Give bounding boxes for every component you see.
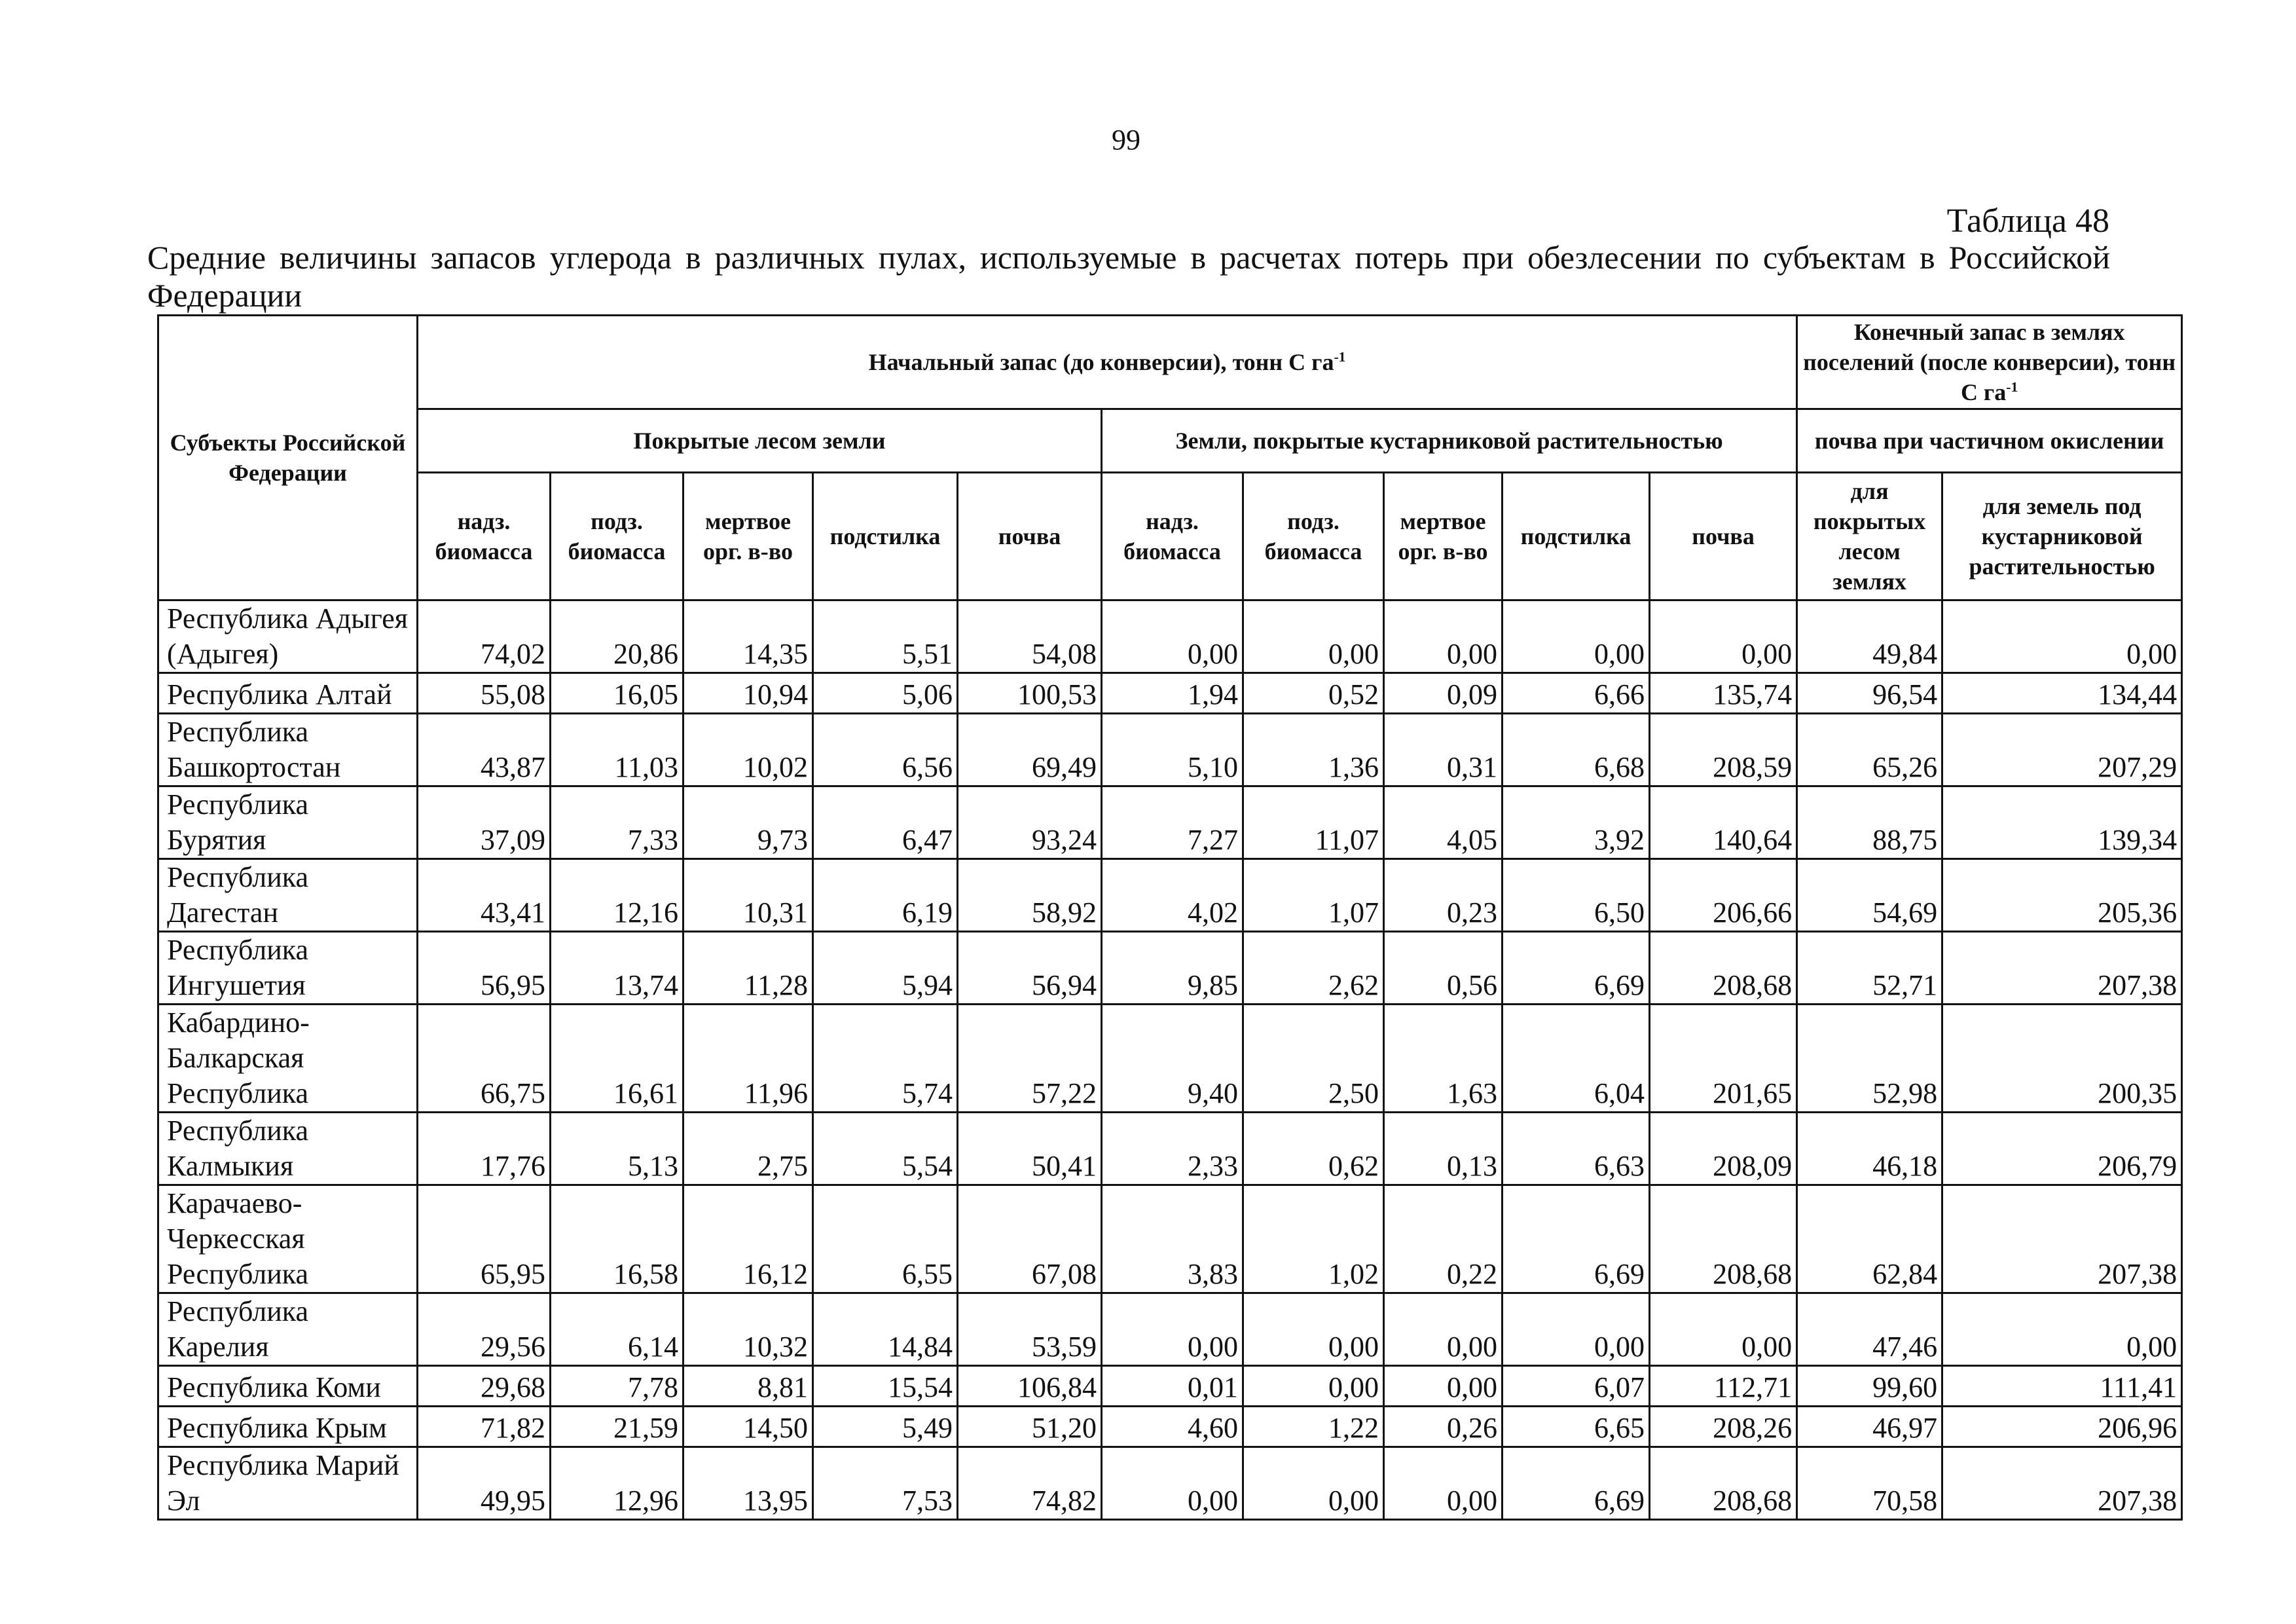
col-shrub-dead-organic: мертвое орг. в-во: [1384, 473, 1503, 600]
value-cell: 16,58: [551, 1185, 683, 1293]
col-soil-forest: для покрытых лесом землях: [1797, 473, 1942, 600]
value-cell: 1,02: [1243, 1185, 1384, 1293]
table-row: [158, 1293, 2182, 1366]
value-cell: 207,38: [1942, 1447, 2182, 1520]
value-cell: 0,00: [1503, 600, 1650, 673]
value-cell: 207,38: [1942, 932, 2182, 1005]
value-cell: 13,74: [551, 932, 683, 1005]
value-cell: 1,36: [1243, 714, 1384, 786]
value-cell: 10,32: [683, 1293, 813, 1366]
value-cell: 7,53: [813, 1447, 958, 1520]
value-cell: 0,00: [1102, 600, 1243, 673]
value-cell: 100,53: [958, 673, 1102, 714]
value-cell: 2,33: [1102, 1113, 1243, 1185]
value-cell: 17,76: [418, 1113, 551, 1185]
value-cell: 8,81: [683, 1366, 813, 1407]
value-cell: 6,68: [1503, 714, 1650, 786]
value-cell: 5,06: [813, 673, 958, 714]
value-cell: 4,05: [1384, 786, 1503, 859]
value-cell: 46,18: [1797, 1113, 1942, 1185]
value-cell: 4,60: [1102, 1407, 1243, 1447]
table-caption: Средние величины запасов углерода в различных пулах, используемые в расчетах потерь при обезлесении по субъектам в Российской Федерации: [147, 239, 2110, 314]
col-forest-litter: подстилка: [813, 473, 958, 600]
value-cell: 0,00: [1503, 1293, 1650, 1366]
table-row: [158, 1447, 2182, 1520]
value-cell: 56,95: [418, 932, 551, 1005]
table-label: Таблица 48: [1946, 202, 2109, 240]
header-final-stock: Конечный запас в землях поселений (после конверсии), тонн С $га^{-1}$: [1797, 316, 2182, 409]
value-cell: 6,63: [1503, 1113, 1650, 1185]
value-cell: 2,75: [683, 1113, 813, 1185]
value-cell: 55,08: [418, 673, 551, 714]
value-cell: 6,66: [1503, 673, 1650, 714]
table-row: [158, 600, 2182, 673]
value-cell: 67,08: [958, 1185, 1102, 1293]
value-cell: 207,38: [1942, 1185, 2182, 1293]
value-cell: 11,96: [683, 1005, 813, 1113]
value-cell: 5,51: [813, 600, 958, 673]
value-cell: 71,82: [418, 1407, 551, 1447]
value-cell: 139,34: [1942, 786, 2182, 859]
value-cell: 208,68: [1650, 1185, 1797, 1293]
value-cell: 3,83: [1102, 1185, 1243, 1293]
value-cell: 13,95: [683, 1447, 813, 1520]
value-cell: 5,54: [813, 1113, 958, 1185]
value-cell: 0,00: [1243, 1447, 1384, 1520]
value-cell: 62,84: [1797, 1185, 1942, 1293]
carbon-stock-table: [157, 314, 2183, 1521]
value-cell: 0,00: [1102, 1447, 1243, 1520]
value-cell: 1,94: [1102, 673, 1243, 714]
region-name: Республика Калмыкия: [158, 1113, 418, 1185]
value-cell: 0,00: [1243, 1366, 1384, 1407]
value-cell: 10,02: [683, 714, 813, 786]
value-cell: 0,26: [1384, 1407, 1503, 1447]
value-cell: 0,31: [1384, 714, 1503, 786]
value-cell: 208,68: [1650, 932, 1797, 1005]
value-cell: 12,16: [551, 859, 683, 932]
value-cell: 9,85: [1102, 932, 1243, 1005]
value-cell: 96,54: [1797, 673, 1942, 714]
value-cell: 6,69: [1503, 932, 1650, 1005]
value-cell: 20,86: [551, 600, 683, 673]
value-cell: 10,31: [683, 859, 813, 932]
value-cell: 0,00: [1243, 600, 1384, 673]
value-cell: 0,23: [1384, 859, 1503, 932]
value-cell: 15,54: [813, 1366, 958, 1407]
table-row: [158, 714, 2182, 786]
region-name: Республика Алтай: [158, 673, 418, 714]
value-cell: 37,09: [418, 786, 551, 859]
header-shrub-land: Земли, покрытые кустарниковой растительностью: [1102, 409, 1797, 473]
value-cell: 208,68: [1650, 1447, 1797, 1520]
value-cell: 208,09: [1650, 1113, 1797, 1185]
region-name: Карачаево-Черкесская Республика: [158, 1185, 418, 1293]
value-cell: 29,56: [418, 1293, 551, 1366]
col-forest-soil: почва: [958, 473, 1102, 600]
table-row: [158, 786, 2182, 859]
table-row: [158, 1005, 2182, 1113]
value-cell: 70,58: [1797, 1447, 1942, 1520]
value-cell: 6,50: [1503, 859, 1650, 932]
value-cell: 0,13: [1384, 1113, 1503, 1185]
value-cell: 0,00: [1384, 1293, 1503, 1366]
value-cell: 206,66: [1650, 859, 1797, 932]
value-cell: 99,60: [1797, 1366, 1942, 1407]
region-name: Республика Коми: [158, 1366, 418, 1407]
region-name: Республика Марий Эл: [158, 1447, 418, 1520]
value-cell: 1,22: [1243, 1407, 1384, 1447]
value-cell: 50,41: [958, 1113, 1102, 1185]
value-cell: 57,22: [958, 1005, 1102, 1113]
value-cell: 10,94: [683, 673, 813, 714]
value-cell: 14,50: [683, 1407, 813, 1447]
value-cell: 53,59: [958, 1293, 1102, 1366]
value-cell: 21,59: [551, 1407, 683, 1447]
value-cell: 0,00: [1650, 1293, 1797, 1366]
header-forest-land: Покрытые лесом земли: [418, 409, 1102, 473]
value-cell: 6,65: [1503, 1407, 1650, 1447]
value-cell: 0,01: [1102, 1366, 1243, 1407]
value-cell: 207,29: [1942, 714, 2182, 786]
region-name: Республика Бурятия: [158, 786, 418, 859]
value-cell: 56,94: [958, 932, 1102, 1005]
col-soil-shrub: для земель под кустарниковой растительностью: [1942, 473, 2182, 600]
region-name: Республика Карелия: [158, 1293, 418, 1366]
value-cell: 7,27: [1102, 786, 1243, 859]
value-cell: 93,24: [958, 786, 1102, 859]
value-cell: 52,98: [1797, 1005, 1942, 1113]
region-name: Республика Крым: [158, 1407, 418, 1447]
value-cell: 52,71: [1797, 932, 1942, 1005]
value-cell: 65,26: [1797, 714, 1942, 786]
value-cell: 205,36: [1942, 859, 2182, 932]
value-cell: 11,03: [551, 714, 683, 786]
header-soil-partial-oxidation: почва при частичном окислении: [1797, 409, 2182, 473]
value-cell: 11,28: [683, 932, 813, 1005]
table-row: [158, 1407, 2182, 1447]
header-initial-stock: Начальный запас (до конверсии), тонн С $га^{-1}$: [418, 316, 1797, 409]
value-cell: 206,79: [1942, 1113, 2182, 1185]
value-cell: 208,26: [1650, 1407, 1797, 1447]
value-cell: 0,00: [1384, 600, 1503, 673]
table-row: [158, 1185, 2182, 1293]
value-cell: 0,00: [1384, 1366, 1503, 1407]
value-cell: 74,82: [958, 1447, 1102, 1520]
value-cell: 0,00: [1650, 600, 1797, 673]
value-cell: 200,35: [1942, 1005, 2182, 1113]
value-cell: 6,69: [1503, 1447, 1650, 1520]
region-name: Республика Ингушетия: [158, 932, 418, 1005]
region-name: Республика Адыгея (Адыгея): [158, 600, 418, 673]
col-shrub-below-biomass: подз. биомасса: [1243, 473, 1384, 600]
value-cell: 14,35: [683, 600, 813, 673]
value-cell: 9,40: [1102, 1005, 1243, 1113]
value-cell: 106,84: [958, 1366, 1102, 1407]
value-cell: 208,59: [1650, 714, 1797, 786]
page-number: 99: [1112, 124, 1140, 156]
value-cell: 2,50: [1243, 1005, 1384, 1113]
value-cell: 74,02: [418, 600, 551, 673]
value-cell: 0,00: [1102, 1293, 1243, 1366]
value-cell: 51,20: [958, 1407, 1102, 1447]
value-cell: 3,92: [1503, 786, 1650, 859]
value-cell: 12,96: [551, 1447, 683, 1520]
value-cell: 5,74: [813, 1005, 958, 1113]
value-cell: 9,73: [683, 786, 813, 859]
value-cell: 140,64: [1650, 786, 1797, 859]
value-cell: 6,69: [1503, 1185, 1650, 1293]
value-cell: 0,22: [1384, 1185, 1503, 1293]
table-row: [158, 859, 2182, 932]
value-cell: 88,75: [1797, 786, 1942, 859]
value-cell: 6,19: [813, 859, 958, 932]
col-forest-dead-organic: мертвое орг. в-во: [683, 473, 813, 600]
value-cell: 49,84: [1797, 600, 1942, 673]
value-cell: 4,02: [1102, 859, 1243, 932]
value-cell: 6,14: [551, 1293, 683, 1366]
table-row: [158, 673, 2182, 714]
value-cell: 11,07: [1243, 786, 1384, 859]
value-cell: 54,08: [958, 600, 1102, 673]
value-cell: 54,69: [1797, 859, 1942, 932]
value-cell: 5,13: [551, 1113, 683, 1185]
value-cell: 0,56: [1384, 932, 1503, 1005]
value-cell: 135,74: [1650, 673, 1797, 714]
value-cell: 16,05: [551, 673, 683, 714]
value-cell: 69,49: [958, 714, 1102, 786]
col-forest-below-biomass: подз. биомасса: [551, 473, 683, 600]
value-cell: 7,78: [551, 1366, 683, 1407]
value-cell: 66,75: [418, 1005, 551, 1113]
value-cell: 206,96: [1942, 1407, 2182, 1447]
table-row: [158, 1366, 2182, 1407]
value-cell: 6,56: [813, 714, 958, 786]
value-cell: 1,07: [1243, 859, 1384, 932]
region-name: Республика Дагестан: [158, 859, 418, 932]
value-cell: 5,10: [1102, 714, 1243, 786]
value-cell: 7,33: [551, 786, 683, 859]
value-cell: 201,65: [1650, 1005, 1797, 1113]
table-row: [158, 932, 2182, 1005]
value-cell: 0,09: [1384, 673, 1503, 714]
value-cell: 14,84: [813, 1293, 958, 1366]
value-cell: 0,00: [1384, 1447, 1503, 1520]
value-cell: 112,71: [1650, 1366, 1797, 1407]
value-cell: 6,07: [1503, 1366, 1650, 1407]
value-cell: 1,63: [1384, 1005, 1503, 1113]
value-cell: 5,94: [813, 932, 958, 1005]
value-cell: 0,00: [1243, 1293, 1384, 1366]
value-cell: 58,92: [958, 859, 1102, 932]
value-cell: 16,61: [551, 1005, 683, 1113]
region-name: Кабардино-Балкарская Республика: [158, 1005, 418, 1113]
value-cell: 111,41: [1942, 1366, 2182, 1407]
value-cell: 29,68: [418, 1366, 551, 1407]
value-cell: 0,00: [1942, 600, 2182, 673]
value-cell: 0,62: [1243, 1113, 1384, 1185]
value-cell: 49,95: [418, 1447, 551, 1520]
value-cell: 43,41: [418, 859, 551, 932]
value-cell: 2,62: [1243, 932, 1384, 1005]
col-forest-above-biomass: надз. биомасса: [418, 473, 551, 600]
value-cell: 6,04: [1503, 1005, 1650, 1113]
value-cell: 47,46: [1797, 1293, 1942, 1366]
header-subjects: Субъекты Российской Федерации: [158, 316, 418, 600]
value-cell: 6,55: [813, 1185, 958, 1293]
value-cell: 0,52: [1243, 673, 1384, 714]
col-shrub-litter: подстилка: [1503, 473, 1650, 600]
col-shrub-above-biomass: надз. биомасса: [1102, 473, 1243, 600]
col-shrub-soil: почва: [1650, 473, 1797, 600]
value-cell: 46,97: [1797, 1407, 1942, 1447]
value-cell: 65,95: [418, 1185, 551, 1293]
value-cell: 16,12: [683, 1185, 813, 1293]
table-row: [158, 1113, 2182, 1185]
value-cell: 43,87: [418, 714, 551, 786]
value-cell: 134,44: [1942, 673, 2182, 714]
value-cell: 5,49: [813, 1407, 958, 1447]
value-cell: 6,47: [813, 786, 958, 859]
value-cell: 0,00: [1942, 1293, 2182, 1366]
region-name: Республика Башкортостан: [158, 714, 418, 786]
